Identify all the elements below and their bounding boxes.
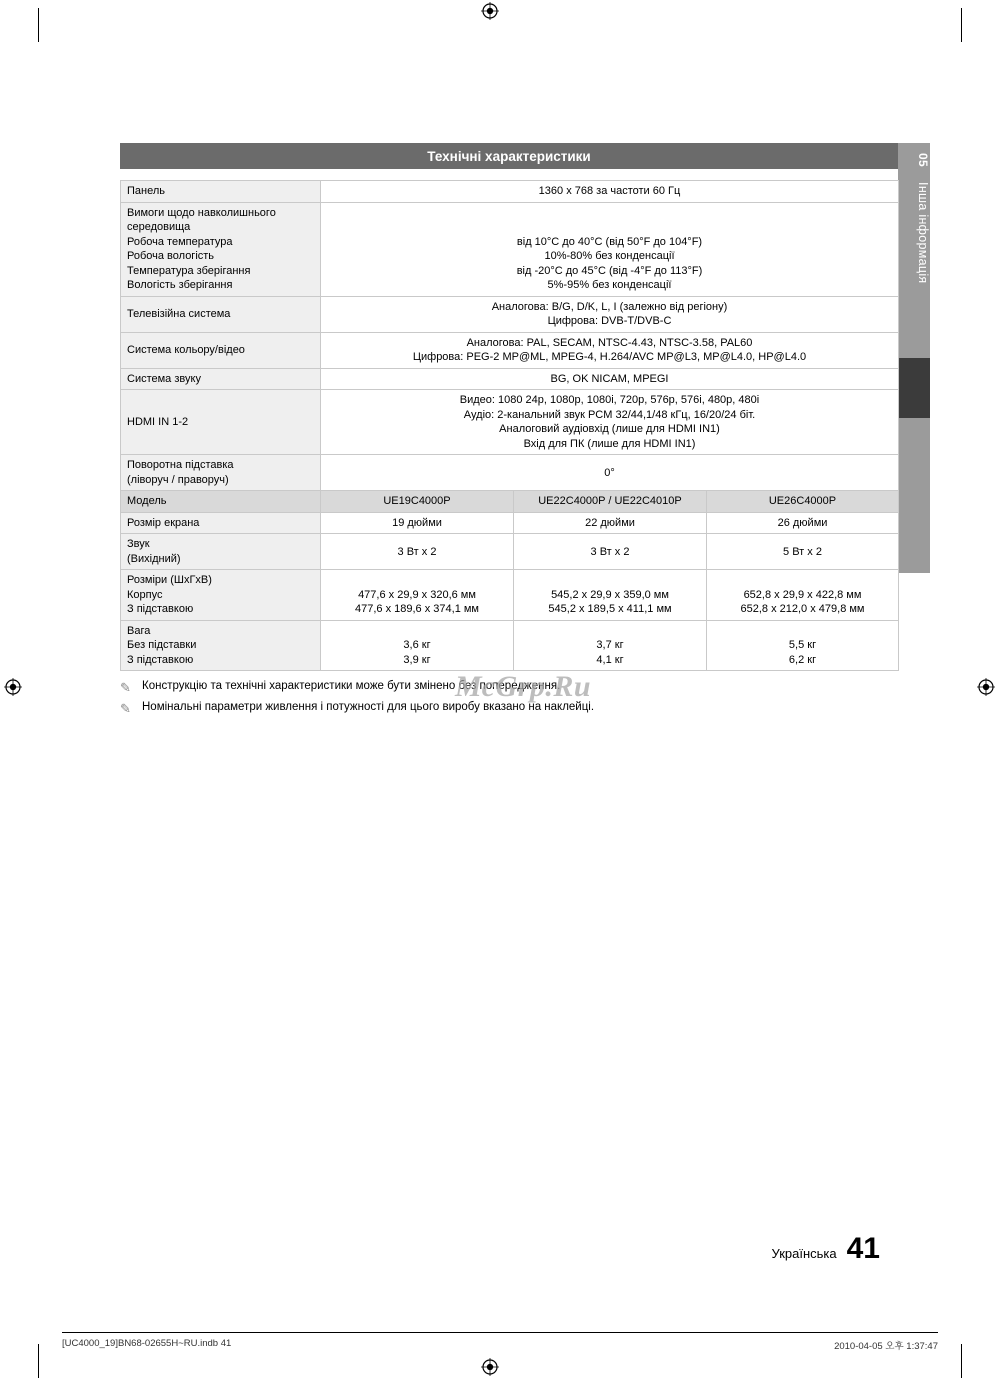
row-label bbox=[121, 534, 321, 570]
row-cell bbox=[707, 620, 899, 671]
row-value-line bbox=[327, 220, 892, 235]
row-label-line: Звук bbox=[127, 538, 150, 551]
section-title: Технічні характеристики bbox=[120, 143, 898, 169]
model-column-header: UE26C4000P bbox=[707, 491, 899, 513]
row-value-line: 5%-95% без конденсації bbox=[547, 279, 672, 292]
registration-mark-left bbox=[4, 678, 22, 696]
row-cell bbox=[514, 620, 707, 671]
row-cell-line bbox=[713, 573, 892, 588]
row-cell-line: 652,8 x 29,9 x 422,8 мм bbox=[743, 588, 862, 601]
table-row bbox=[121, 296, 899, 332]
row-cell bbox=[707, 570, 899, 621]
chapter-tab-text bbox=[898, 151, 930, 381]
row-value-line: Цифрова: DVB-T/DVB-C bbox=[547, 315, 672, 328]
row-label bbox=[121, 570, 321, 621]
chapter-number: 05 bbox=[916, 153, 930, 167]
row-label: Телевізійна система bbox=[121, 296, 321, 332]
row-label-line: З підставкою bbox=[127, 653, 194, 666]
row-cell-line: 477,6 x 189,6 x 374,1 мм bbox=[355, 603, 479, 616]
chapter-side-tab bbox=[898, 143, 930, 573]
page-number: 41 bbox=[846, 1232, 880, 1265]
row-label-line: Робоча вологість bbox=[127, 250, 215, 263]
row-label: Система звуку bbox=[121, 368, 321, 390]
row-cell-line bbox=[327, 573, 507, 588]
row-label-line: (Вихідний) bbox=[127, 552, 181, 565]
model-column-header: UE19C4000P bbox=[321, 491, 514, 513]
row-value-line: від 10°C до 40°C (від 50°F до 104°F) bbox=[516, 235, 703, 248]
row-value bbox=[321, 390, 899, 455]
row-value: 1360 x 768 за частоти 60 Гц bbox=[321, 181, 899, 203]
note-text: Конструкцію та технічні характеристики може бути змінено без попередження. bbox=[142, 680, 561, 692]
row-label: HDMI IN 1-2 bbox=[121, 390, 321, 455]
row-value-line: Аналогова: PAL, SECAM, NTSC-4.43, NTSC-3.58, PAL60 bbox=[466, 336, 753, 349]
crop-mark-bottom-left bbox=[38, 1344, 39, 1378]
row-value-line: 10%-80% без конденсації bbox=[544, 250, 675, 263]
row-value bbox=[321, 296, 899, 332]
print-info-right: 2010-04-05 오후 1:37:47 bbox=[834, 1341, 938, 1352]
registration-mark-right bbox=[977, 678, 995, 696]
row-cell-line: 3,7 кг bbox=[596, 639, 624, 652]
row-cell-line: 6,2 кг bbox=[788, 653, 817, 666]
row-label-line: Вимоги щодо навколишнього bbox=[127, 206, 276, 219]
crop-mark-bottom-right bbox=[961, 1344, 962, 1378]
row-cell-line: 545,2 x 29,9 x 359,0 мм bbox=[551, 588, 669, 601]
table-row bbox=[121, 368, 899, 390]
pencil-icon: ✎ bbox=[120, 701, 131, 716]
row-cell-line bbox=[327, 624, 507, 639]
row-cell: 5 Вт x 2 bbox=[707, 534, 899, 570]
row-cell-line: 3,6 кг bbox=[403, 639, 431, 652]
row-cell-line bbox=[520, 624, 700, 639]
row-label: Панель bbox=[121, 181, 321, 203]
row-value-line: Видео: 1080 24p, 1080p, 1080i, 720p, 576p, 576i, 480p, 480i bbox=[459, 394, 760, 407]
row-cell-line bbox=[520, 573, 700, 588]
row-value-line: 0° bbox=[604, 466, 615, 479]
row-label-line: Вологість зберігання bbox=[127, 279, 233, 292]
row-cell-line: 4,1 кг bbox=[596, 653, 624, 666]
page-footer bbox=[772, 1232, 880, 1266]
row-label-line: середовища bbox=[127, 221, 191, 234]
row-label bbox=[121, 202, 321, 296]
row-cell-line bbox=[713, 624, 892, 639]
table-row-model-header bbox=[121, 491, 899, 513]
row-value-line: BG, OK NICAM, MPEGI bbox=[550, 372, 669, 385]
pencil-icon: ✎ bbox=[120, 680, 131, 695]
print-info-left: [UC4000_19]BN68-02655H~RU.indb 41 bbox=[62, 1338, 232, 1349]
row-label: Система кольору/відео bbox=[121, 332, 321, 368]
row-value bbox=[321, 455, 899, 491]
row-label-line: Поворотна підставка bbox=[127, 459, 234, 472]
row-value-line bbox=[327, 206, 892, 221]
specifications-table bbox=[120, 180, 899, 671]
row-label-line: (ліворуч / праворуч) bbox=[127, 473, 229, 486]
row-label bbox=[121, 455, 321, 491]
page-edge-strip bbox=[930, 143, 970, 573]
row-label-line: Розміри (ШхГхВ) bbox=[127, 574, 212, 587]
row-label-line: Корпус bbox=[127, 588, 163, 601]
row-value-line: Аудіо: 2-канальний звук PCM 32/44,1/48 кГц, 16/20/24 біт. bbox=[463, 408, 756, 421]
note-text: Номінальні параметри живлення і потужності для цього виробу вказано на наклейці. bbox=[142, 701, 595, 713]
row-cell bbox=[321, 570, 514, 621]
row-cell: 22 дюйми bbox=[514, 512, 707, 534]
footer-divider bbox=[62, 1332, 938, 1333]
table-row bbox=[121, 534, 899, 570]
table-row bbox=[121, 455, 899, 491]
watermark: МсGrp.Ru bbox=[455, 670, 592, 703]
crop-mark-top-right bbox=[961, 8, 962, 42]
row-value bbox=[321, 202, 899, 296]
row-label-line: З підставкою bbox=[127, 603, 194, 616]
table-row bbox=[121, 620, 899, 671]
table-row bbox=[121, 390, 899, 455]
row-value bbox=[321, 368, 899, 390]
table-row bbox=[121, 202, 899, 296]
row-cell bbox=[321, 620, 514, 671]
row-cell-line: 5,5 кг bbox=[788, 639, 817, 652]
row-label-line: Робоча температура bbox=[127, 235, 233, 248]
row-cell: 26 дюйми bbox=[707, 512, 899, 534]
model-row-label: Модель bbox=[121, 491, 321, 513]
chapter-label: Інша інформація bbox=[916, 182, 930, 284]
row-value-line: Аналогова: B/G, D/K, L, I (залежно від регіону) bbox=[491, 300, 728, 313]
row-cell: 3 Вт x 2 bbox=[321, 534, 514, 570]
registration-mark-bottom bbox=[481, 1358, 499, 1376]
row-label-line: Без підставки bbox=[127, 639, 197, 652]
row-value-line: Аналоговий аудіовхід (лише для HDMI IN1) bbox=[499, 423, 720, 436]
footer-language: Українська bbox=[771, 1246, 837, 1261]
table-row bbox=[121, 181, 899, 203]
model-column-header: UE22C4000P / UE22C4010P bbox=[514, 491, 707, 513]
table-row bbox=[121, 332, 899, 368]
row-label: Розмір екрана bbox=[121, 512, 321, 534]
row-cell-line: 477,6 x 29,9 x 320,6 мм bbox=[358, 588, 476, 601]
row-value bbox=[321, 332, 899, 368]
row-cell: 19 дюйми bbox=[321, 512, 514, 534]
table-row bbox=[121, 570, 899, 621]
row-label-line: Температура зберігання bbox=[127, 264, 251, 277]
row-value-line: Вхід для ПК (лише для HDMI IN1) bbox=[523, 437, 696, 450]
row-label bbox=[121, 620, 321, 671]
registration-mark-top bbox=[481, 2, 499, 20]
row-value-line: Цифрова: PEG-2 MP@ML, MPEG-4, H.264/AVC MP@L3, MP@L4.0, HP@L4.0 bbox=[412, 351, 807, 364]
row-value-line: від -20°C до 45°C (від -4°F до 113°F) bbox=[516, 264, 703, 277]
row-cell-line: 545,2 x 189,5 x 411,1 мм bbox=[548, 603, 672, 616]
table-row bbox=[121, 512, 899, 534]
row-cell bbox=[514, 570, 707, 621]
row-cell-line: 3,9 кг bbox=[403, 653, 431, 666]
row-cell: 3 Вт x 2 bbox=[514, 534, 707, 570]
row-cell-line: 652,8 x 212,0 x 479,8 мм bbox=[740, 603, 865, 616]
crop-mark-top-left bbox=[38, 8, 39, 42]
row-label-line: Вага bbox=[127, 624, 151, 637]
